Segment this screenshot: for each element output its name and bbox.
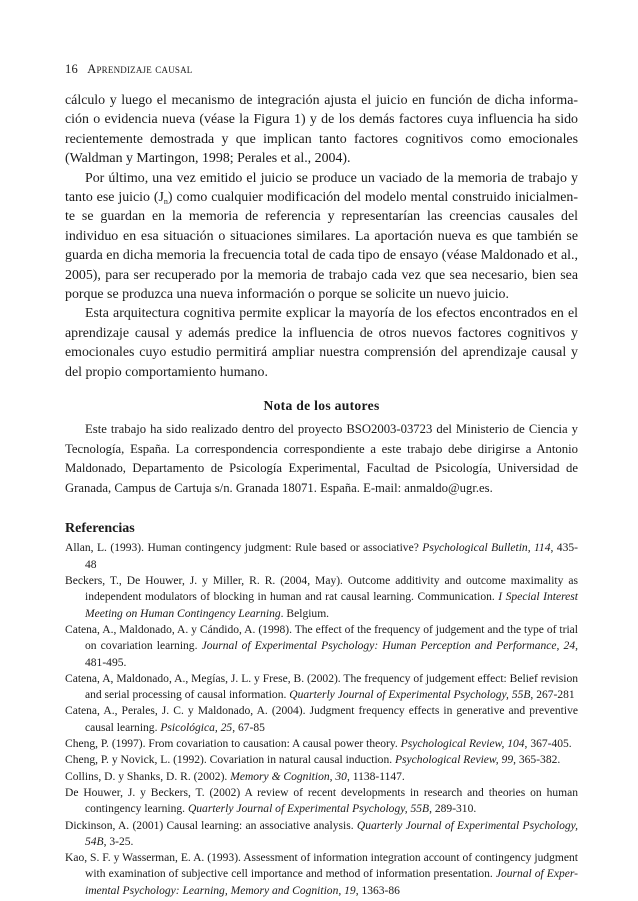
reference-source: Psicológica, 25 (160, 721, 233, 734)
reference-text: Dickinson, A. (2001) Causal learning: an associative analysis. (65, 819, 357, 832)
reference-text: Allan, L. (1993). Human contingency judgment: Rule based or associative? (65, 542, 423, 555)
reference-text: Kao, S. F. y Wasserman, E. A. (1993). Assessment of information integration account of contingency judgment with examination of subjective cell importance and method of information presentation. (65, 852, 578, 881)
reference-item (65, 818, 578, 851)
reference-pages: , 435-48 (85, 542, 578, 571)
reference-text: Catena, A., Perales, J. C. y Maldonado, A. (2004). Judgment frequency effects in generative and preventive causal learning. (65, 705, 578, 734)
reference-source: Psychological Bulletin, 114 (422, 542, 551, 555)
reference-item (65, 703, 578, 736)
reference-source: Quarterly Journal of Experimental Psychology, 55B (187, 803, 430, 816)
reference-pages: , 365-382. (513, 754, 561, 767)
reference-text: Cheng, P. (1997). From covariation to causation: A causal power theory. (65, 738, 401, 751)
notes-text: Este trabajo ha sido realizado dentro del proyecto BSO2003-03723 del Ministerio de Ciencia y Tecnología, España. La correspondencia correspondiente a este trabajo debe dirigirse a Antonio Maldonado, Departamento de Psicología Experimental, Facultad de Psicología, Universidad de Granada, Campus de Cartuja s/n. Granada 18071. España. E-mail: anmaldo@ugr.es. (65, 422, 578, 495)
reference-source: Psychological Review, 99 (395, 754, 514, 767)
reference-item (65, 671, 578, 704)
reference-text: Collins, D. y Shanks, D. R. (2002). (65, 770, 231, 783)
running-head (65, 62, 578, 77)
reference-pages: , 481-495. (85, 640, 578, 669)
paragraph-2 (65, 169, 578, 305)
reference-source: Psychological Review, 104 (400, 738, 525, 751)
paragraph-1: cálculo y luego el mecanismo de integración ajusta el juicio en función de dicha informa-ción o evidencia nueva (véase la Figura 1) y de los demás factores cuya influencia ha sido recientemente demostrada y que implican tanto factores cognitivos como emocionales (Waldman y Martingon, 1998; Perales et al., 2004). (65, 93, 578, 167)
reference-item (65, 573, 578, 622)
reference-item (65, 736, 578, 752)
reference-item (65, 785, 578, 818)
reference-pages: , 1363-86 (355, 884, 400, 897)
reference-pages: , 267-281 (530, 689, 575, 702)
reference-pages: , 1138-1147. (346, 770, 405, 783)
body-text (65, 91, 578, 382)
reference-item (65, 769, 578, 785)
reference-source: Quarterly Journal of Experimental Psychology, 54B (85, 819, 578, 848)
reference-item (65, 752, 578, 768)
reference-pages: , 67-85 (232, 721, 265, 734)
references-heading: Referencias (65, 521, 135, 537)
reference-text: Beckers, T., De Houwer, J. y Miller, R. R. (2004, May). Outcome additivity and outcome maximality as independent modulators of blocking in human and rat causal learning. Communication. (65, 575, 578, 604)
references-list (65, 540, 578, 899)
reference-source: Memory & Cognition, 30 (230, 770, 347, 783)
reference-item (65, 850, 578, 899)
reference-pages: , 289-310. (429, 803, 477, 816)
reference-source: Quarterly Journal of Experimental Psychology, 55B (289, 689, 531, 702)
reference-source: Journal of Exper-imental Psychology: Learning, Memory and Cognition, 19 (85, 868, 578, 897)
reference-pages: , 3-25. (103, 835, 134, 848)
notes-heading: Nota de los autores (263, 398, 380, 414)
reference-pages: , 367-405. (524, 738, 572, 751)
running-title: Aprendizaje causal (87, 62, 193, 76)
paragraph-2-subscript: n (163, 197, 168, 207)
reference-text: Cheng, P. y Novick, L. (1992). Covariation in natural causal induction. (65, 754, 395, 767)
reference-text: De Houwer, J. y Beckers, T. (2002) A review of recent developments in research and theories on human contingency learning. (65, 786, 578, 816)
paragraph-2-part-b: ) como cualquier modificación del modelo mental construido inicialmen-te se guardan en la memoria de referencia y representarían las creencias causales del individuo en esa situación o situaciones similares. La aportación nueva es que también se guarda en dicha memoria la frecuencia total de cada tipo de ensayo (véase Maldonado et al., 2005), para ser recuperado por la memoria de trabajo cada vez que sea necesario, bien sea porque se produzca una nueva información o porque se solicite un nuevo juicio. (65, 190, 578, 303)
reference-source: Journal of Experimental Psychology: Human Perception and Performance, 24 (201, 640, 576, 653)
reference-item (65, 622, 578, 671)
reference-text: Catena, A, Maldonado, A., Megías, J. L. y Frese, B. (2002). The frequency of judgement effect: Belief revision and serial processing of causal information. (65, 672, 578, 702)
paragraph-2-part-a: Por último, una vez emitido el juicio se produce un vaciado de la memoria de trabajo y tanto ese juicio (J (65, 170, 578, 206)
page-number: 16 (65, 62, 78, 76)
page (65, 62, 578, 899)
reference-source: I Special Interest Meeting on Human Contingency Learning (85, 591, 578, 620)
reference-item (65, 540, 578, 573)
reference-pages: . Belgium. (280, 607, 330, 620)
paragraph-3: Esta arquitectura cognitiva permite explicar la mayoría de los efectos encontrados en el aprendizaje causal y además predice la influencia de otros nuevos factores cognitivos y emocionales cuyo estudio permitirá ampliar nuestra comprensión del aprendizaje causal y del propio comportamiento humano. (65, 306, 578, 380)
reference-text: Catena, A., Maldonado, A. y Cándido, A. (1998). The effect of the frequency of judgement and the type of trial on covariation learning. (65, 623, 578, 653)
